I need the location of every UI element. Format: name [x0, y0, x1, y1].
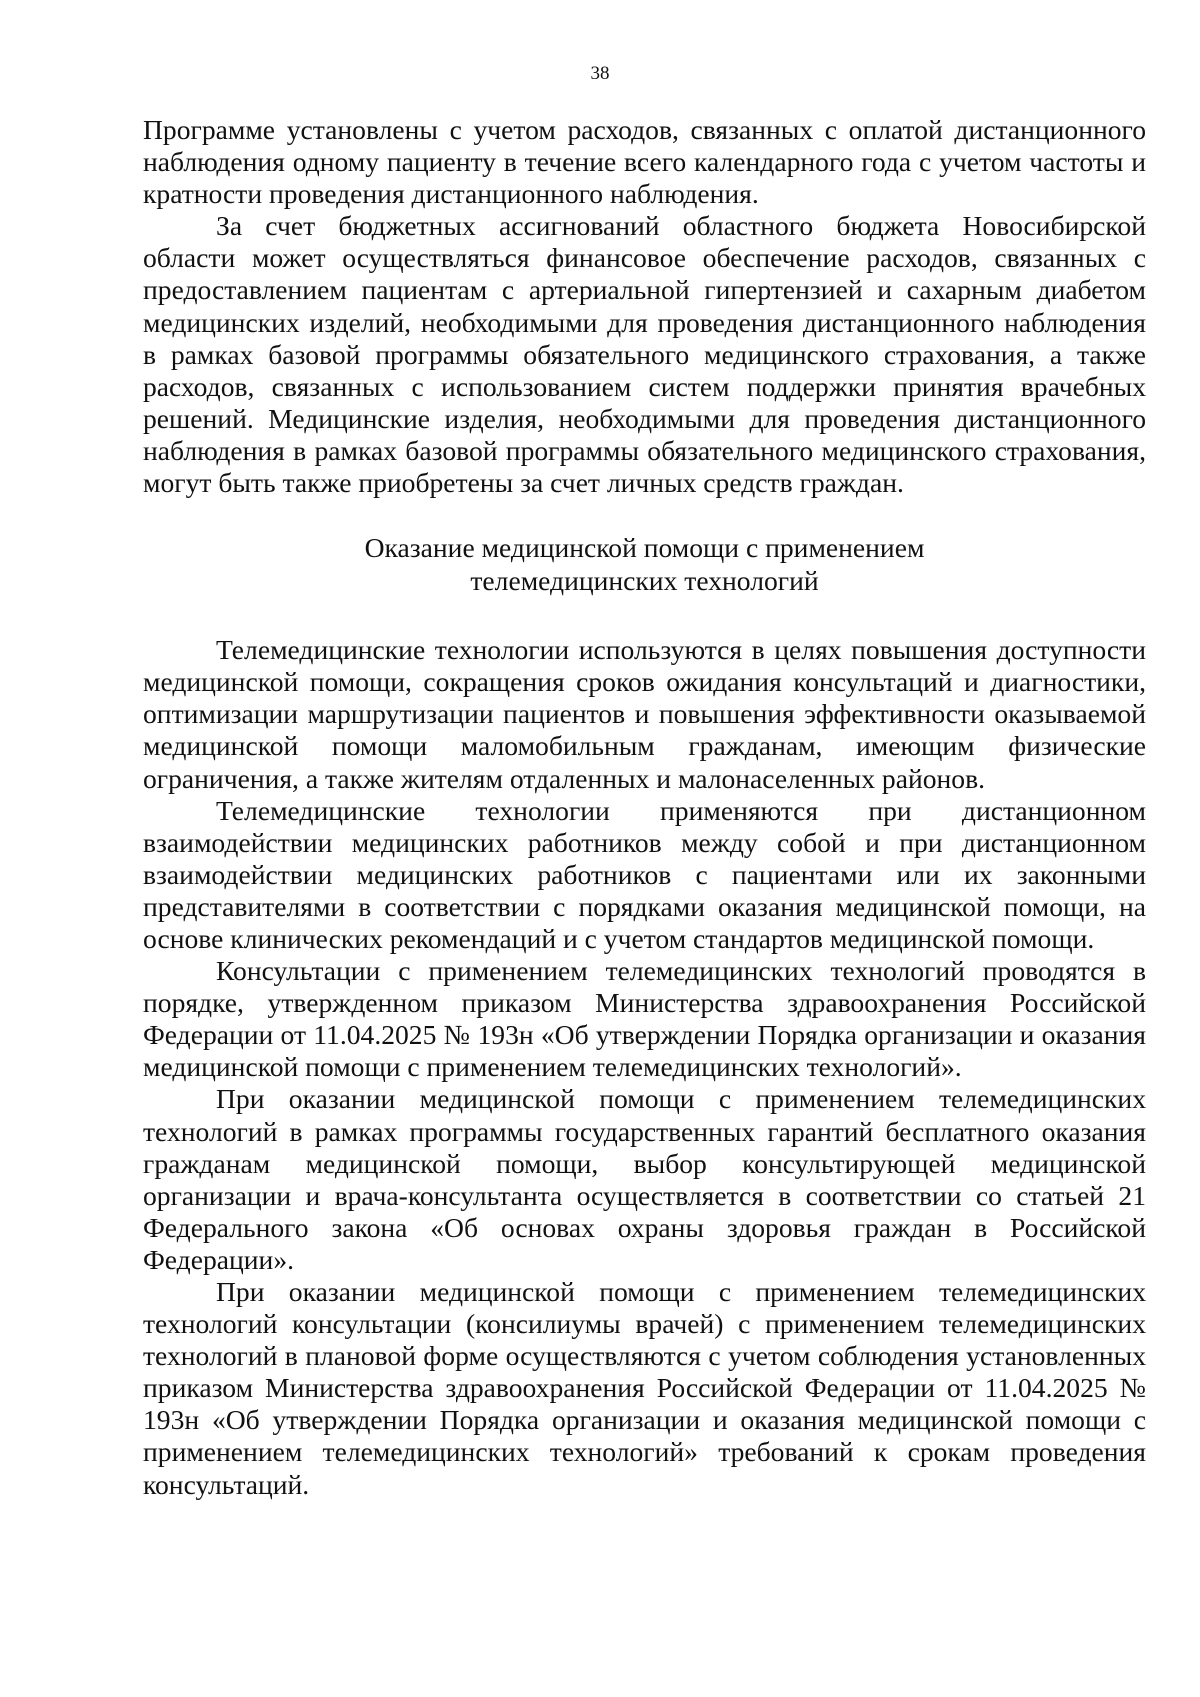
paragraph-continuation: Программе установлены с учетом расходов, связанных с оплатой дистанционного наблюдения одному пациенту в течение всего календарного года с учетом частоты и кратности проведения дистанционного наблюдения. [143, 114, 1146, 210]
document-body [143, 114, 1146, 1501]
paragraph-planned-consultations: При оказании медицинской помощи с применением телемедицинских технологий консультации (консилиумы врачей) с применением телемедицинских технологий в плановой форме осуществляются с учетом соблюдения установленных приказом Министерства здравоохранения Российской Федерации от 11.04.2025 № 193н «Об утверждении Порядка организации и оказания медицинской помощи с применением телемедицинских технологий» требований к срокам проведения консультаций. [143, 1276, 1146, 1500]
page-number: 38 [590, 63, 610, 84]
paragraph-telemedicine-purpose: Телемедицинские технологии используются в целях повышения доступности медицинской помощи, сокращения сроков ожидания консультаций и диагностики, оптимизации маршрутизации пациентов и повышения эффективности оказываемой медицинской помощи маломобильным гражданам, имеющим физические ограничения, а также жителям отдаленных и малонаселенных районов. [143, 634, 1146, 794]
section-heading [143, 531, 1146, 597]
paragraph-consultation-order: Консультации с применением телемедицинских технологий проводятся в порядке, утвержденном приказом Министерства здравоохранения Российской Федерации от 11.04.2025 № 193н «Об утверждении Порядка организации и оказания медицинской помощи с применением телемедицинских технологий». [143, 955, 1146, 1083]
section-heading-line-2: телемедицинских технологий [470, 565, 819, 597]
paragraph-organization-choice: При оказании медицинской помощи с применением телемедицинских технологий в рамках программы государственных гарантий бесплатного оказания гражданам медицинской помощи, выбор консультирующей медицинской организации и врача-консультанта осуществляется в соответствии со статьей 21 Федерального закона «Об основах охраны здоровья граждан в Российской Федерации». [143, 1083, 1146, 1275]
paragraph-telemedicine-application: Телемедицинские технологии применяются при дистанционном взаимодействии медицинских работников между собой и при дистанционном взаимодействии медицинских работников с пациентами или их законными представителями в соответствии с порядками оказания медицинской помощи, на основе клинических рекомендаций и с учетом стандартов медицинской помощи. [143, 794, 1146, 954]
paragraph-regional-budget: За счет бюджетных ассигнований областного бюджета Новосибирской области может осуществляться финансовое обеспечение расходов, связанных с предоставлением пациентам с артериальной гипертензией и сахарным диабетом медицинских изделий, необходимыми для проведения дистанционного наблюдения в рамках базовой программы обязательного медицинского страхования, а также расходов, связанных с использованием систем поддержки принятия врачебных решений. Медицинские изделия, необходимыми для проведения дистанционного наблюдения в рамках базовой программы обязательного медицинского страхования, могут быть также приобретены за счет личных средств граждан. [143, 210, 1146, 499]
section-heading-line-1: Оказание медицинской помощи с применением [364, 532, 925, 564]
